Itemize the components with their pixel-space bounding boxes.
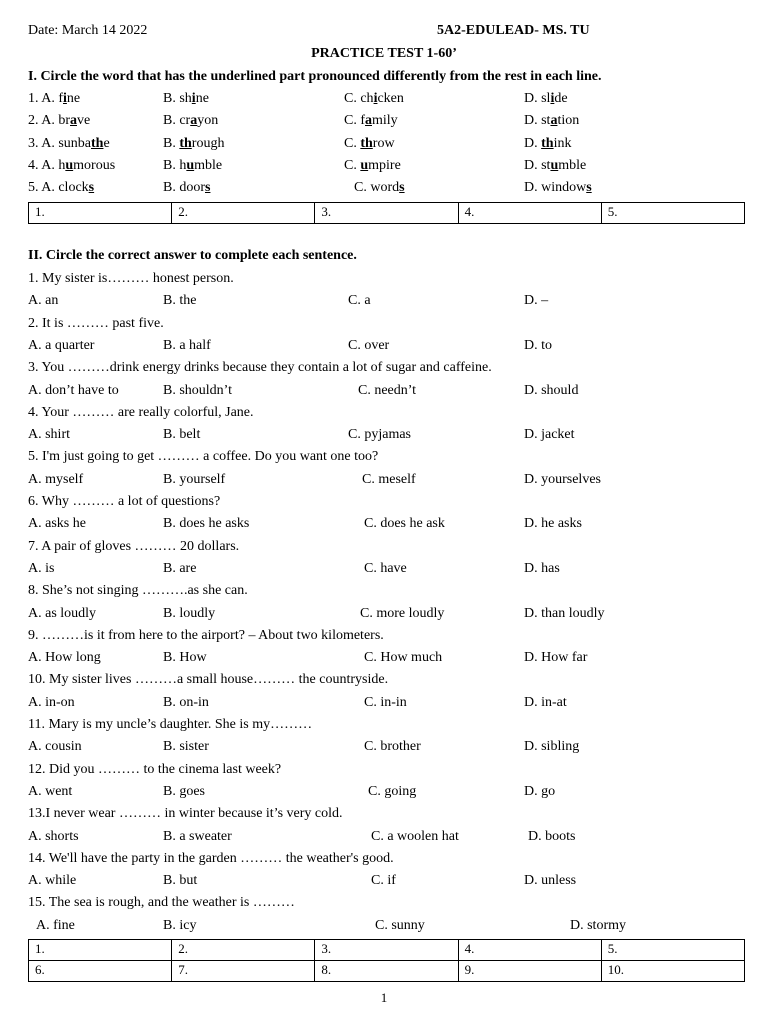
answer-option[interactable]: C. pyjamas <box>348 427 411 443</box>
pronunciation-option[interactable] <box>524 157 586 175</box>
underlined-part: a <box>550 113 558 129</box>
answer-option[interactable]: A. don’t have to <box>28 382 119 398</box>
question-text: 13.I never wear ……… in winter because it’s very cold. <box>28 806 343 822</box>
underlined-part: a <box>365 113 372 129</box>
pronunciation-option[interactable] <box>524 179 592 197</box>
option-text-before: C. <box>344 135 361 151</box>
answer-option[interactable]: B. sister <box>163 739 209 755</box>
answer-option[interactable]: D. – <box>524 293 549 309</box>
answer-option[interactable]: A. in-on <box>28 694 75 710</box>
option-text-before: C. word <box>354 180 400 196</box>
answer-option[interactable]: B. but <box>163 873 198 889</box>
pronunciation-option[interactable] <box>524 135 571 153</box>
question-text: 3. You ………drink energy drinks because they contain a lot of sugar and caffeine. <box>28 360 492 376</box>
answer-option[interactable]: B. are <box>163 560 197 576</box>
option-text-before: C. ch <box>344 91 374 106</box>
answer-cell[interactable]: 5. <box>601 940 744 961</box>
option-text-before: B. sh <box>163 91 192 106</box>
answer-option[interactable]: D. go <box>524 783 556 799</box>
answer-cell[interactable]: 10. <box>601 961 744 982</box>
underlined-part: a <box>70 113 77 129</box>
answer-option[interactable]: D. boots <box>528 828 576 844</box>
option-text-before: D. window <box>524 180 587 196</box>
answer-option[interactable]: B. does he asks <box>163 516 250 532</box>
answer-option[interactable]: B. on-in <box>163 694 209 710</box>
option-text-before: D. sl <box>524 91 551 106</box>
answer-option[interactable]: C. in-in <box>364 694 407 710</box>
answer-row <box>29 961 745 982</box>
question-text: 11. Mary is my uncle’s daughter. She is my……… <box>28 717 313 732</box>
question-text: 15. The sea is rough, and the weather is ……… <box>28 895 295 911</box>
option-text-after: mble <box>558 157 587 173</box>
answer-cell[interactable]: 1. <box>29 203 172 224</box>
option-text-before: 1. A. f <box>28 91 63 106</box>
answer-cell[interactable]: 4. <box>458 203 601 224</box>
underlined-part: s <box>88 180 95 196</box>
answer-cell[interactable]: 5. <box>601 203 744 224</box>
answer-option[interactable]: B. yourself <box>163 471 226 487</box>
answer-option[interactable]: B. the <box>163 293 197 309</box>
answer-option[interactable]: C. have <box>364 560 407 576</box>
underlined-part: u <box>550 157 559 173</box>
underlined-part: i <box>373 91 378 106</box>
answer-option[interactable]: B. icy <box>163 917 197 933</box>
option-text-before: D. <box>524 135 542 151</box>
answer-option[interactable]: A. asks he <box>28 516 86 532</box>
answer-option[interactable]: D. yourselves <box>524 471 601 487</box>
answer-option[interactable]: C. How much <box>364 650 443 666</box>
underlined-part: th <box>179 135 192 151</box>
answer-cell[interactable]: 2. <box>172 203 315 224</box>
answer-option[interactable]: C. a woolen hat <box>371 828 459 844</box>
option-text-after: cken <box>377 91 404 106</box>
date-label: Date: March 14 2022 <box>28 23 148 38</box>
question-text: 8. She’s not singing ……….as she can. <box>28 583 248 599</box>
underlined-part: th <box>541 135 554 151</box>
answer-option[interactable]: A. How long <box>28 650 101 666</box>
pronunciation-option[interactable] <box>524 90 568 108</box>
answer-option[interactable]: B. shouldn’t <box>163 382 232 398</box>
answer-option[interactable]: C. going <box>368 783 417 799</box>
underlined-part: s <box>586 180 592 196</box>
answer-option[interactable]: B. How <box>163 650 207 666</box>
answer-option[interactable]: A. myself <box>28 471 84 487</box>
answer-cell[interactable]: 8. <box>315 961 458 982</box>
question-text: 5. I'm just going to get ……… a coffee. Do you want one too? <box>28 449 379 465</box>
answer-option[interactable]: A. shirt <box>28 427 70 443</box>
pronunciation-option[interactable] <box>344 90 404 108</box>
pronunciation-option[interactable] <box>163 135 224 153</box>
answer-option[interactable]: B. goes <box>163 783 205 799</box>
option-text-before: 4. A. h <box>28 157 66 173</box>
answer-option[interactable]: B. loudly <box>163 605 216 621</box>
answer-cell[interactable]: 2. <box>172 940 315 961</box>
underlined-part: i <box>191 91 196 106</box>
answer-option[interactable]: C. brother <box>364 739 421 755</box>
pronunciation-option[interactable] <box>524 112 579 130</box>
option-text-before: C. <box>344 157 361 173</box>
pronunciation-option[interactable] <box>354 179 405 197</box>
answer-option[interactable]: C. does he ask <box>364 516 445 532</box>
answer-option[interactable]: C. sunny <box>375 917 425 933</box>
answer-cell[interactable]: 4. <box>458 940 601 961</box>
pronunciation-option[interactable] <box>28 112 90 130</box>
section2-answer-table <box>28 939 745 982</box>
answer-option[interactable]: D. has <box>524 560 560 576</box>
answer-cell[interactable]: 3. <box>315 940 458 961</box>
answer-option[interactable]: C. over <box>348 337 390 353</box>
option-text-before: D. st <box>524 113 551 129</box>
option-text-before: 2. A. br <box>28 113 70 129</box>
answer-option[interactable]: A. an <box>28 293 59 309</box>
question-text: 10. My sister lives ………a small house……… the countryside. <box>28 672 389 688</box>
answer-row <box>29 940 745 961</box>
underlined-part: u <box>186 157 195 173</box>
question-text: 12. Did you ……… to the cinema last week? <box>28 761 282 777</box>
answer-option[interactable]: C. meself <box>362 471 416 487</box>
option-text-before: B. h <box>163 157 187 173</box>
answer-option[interactable]: A. a quarter <box>28 337 95 353</box>
option-text-after: ink <box>553 135 572 151</box>
question-text: 4. Your ……… are really colorful, Jane. <box>28 404 254 420</box>
question-text: 9. ………is it from here to the airport? – About two kilometers. <box>28 627 384 643</box>
option-text-before: 5. A. clock <box>28 180 89 196</box>
pronunciation-option[interactable] <box>163 90 209 108</box>
answer-option[interactable]: C. needn’t <box>358 382 417 398</box>
option-text-after: ne <box>66 91 81 106</box>
answer-option[interactable]: D. sibling <box>524 739 580 755</box>
answer-option[interactable]: D. to <box>524 337 552 353</box>
underlined-part: u <box>65 157 74 173</box>
answer-option[interactable]: A. fine <box>36 917 75 933</box>
question-text: 6. Why ……… a lot of questions? <box>28 494 221 509</box>
answer-option[interactable]: A. while <box>28 873 77 889</box>
answer-option[interactable]: D. unless <box>524 873 577 889</box>
answer-cell[interactable]: 3. <box>315 203 458 224</box>
pronunciation-option[interactable] <box>344 157 401 175</box>
underlined-part: th <box>360 135 373 151</box>
answer-option[interactable]: C. more loudly <box>360 605 445 621</box>
underlined-part: th <box>91 135 104 151</box>
option-text-after: rough <box>191 135 225 151</box>
option-text-after: mble <box>194 157 223 173</box>
answer-row <box>29 203 745 224</box>
option-text-after: morous <box>73 157 116 173</box>
question-text: 14. We'll have the party in the garden ……… the weather's good. <box>28 850 394 866</box>
answer-cell[interactable]: 9. <box>458 961 601 982</box>
answer-option[interactable]: D. he asks <box>524 516 582 532</box>
underlined-part: s <box>205 180 211 196</box>
option-text-after: ve <box>77 113 91 129</box>
pronunciation-option[interactable] <box>28 135 110 153</box>
pronunciation-option[interactable] <box>28 157 115 175</box>
pronunciation-option[interactable] <box>344 112 398 130</box>
answer-option[interactable]: B. belt <box>163 427 201 443</box>
answer-option[interactable]: D. stormy <box>570 917 626 933</box>
option-text-after: row <box>372 135 395 151</box>
class-info: 5A2-EDULEAD- MS. TU <box>437 23 590 38</box>
answer-option[interactable]: D. How far <box>524 650 588 666</box>
option-text-after: mpire <box>368 157 401 173</box>
page-title: PRACTICE TEST 1-60’ <box>311 46 457 61</box>
section1-answer-table <box>28 202 745 224</box>
option-text-after: e <box>103 135 110 151</box>
answer-option[interactable]: C. if <box>371 873 396 889</box>
option-text-before: B. <box>163 135 180 151</box>
answer-option[interactable]: C. a <box>348 293 371 309</box>
answer-option[interactable]: D. than loudly <box>524 605 605 621</box>
pronunciation-option[interactable] <box>163 157 222 175</box>
answer-option[interactable]: A. cousin <box>28 739 82 755</box>
answer-option[interactable]: A. is <box>28 560 55 576</box>
option-text-before: B. door <box>163 180 205 196</box>
question-text: 1. My sister is……… honest person. <box>28 271 234 286</box>
underlined-part: i <box>63 91 67 106</box>
underlined-part: a <box>190 113 198 129</box>
answer-option[interactable]: D. in-at <box>524 694 567 710</box>
section1-heading: I. Circle the word that has the underlined part pronounced differently from the rest in each line. <box>28 69 602 84</box>
pronunciation-option[interactable] <box>28 179 94 197</box>
option-text-after: yon <box>197 113 219 129</box>
pronunciation-option[interactable] <box>163 112 218 130</box>
question-text: 7. A pair of gloves ……… 20 dollars. <box>28 538 240 554</box>
option-text-before: D. st <box>524 157 551 173</box>
pronunciation-option[interactable] <box>344 135 395 153</box>
pronunciation-option[interactable] <box>163 179 210 197</box>
underlined-part: i <box>550 91 555 106</box>
answer-cell[interactable]: 6. <box>29 961 172 982</box>
page-number: 1 <box>380 990 388 1005</box>
answer-cell[interactable]: 7. <box>172 961 315 982</box>
option-text-after: mily <box>372 113 398 129</box>
answer-option[interactable]: A. as loudly <box>28 605 97 621</box>
answer-option[interactable]: B. a sweater <box>163 828 232 844</box>
option-text-before: C. f <box>344 113 365 129</box>
answer-option[interactable]: B. a half <box>163 337 211 353</box>
option-text-after: tion <box>557 113 580 129</box>
pronunciation-option[interactable] <box>28 90 80 108</box>
answer-option[interactable]: A. went <box>28 783 73 799</box>
option-text-after: de <box>554 91 568 106</box>
underlined-part: u <box>360 157 369 173</box>
option-text-before: B. cr <box>163 113 191 129</box>
question-text: 2. It is ……… past five. <box>28 315 164 331</box>
option-text-after: ne <box>195 91 209 106</box>
answer-cell[interactable]: 1. <box>29 940 172 961</box>
answer-option[interactable]: D. should <box>524 382 579 398</box>
underlined-part: s <box>399 180 405 196</box>
answer-option[interactable]: D. jacket <box>524 427 575 443</box>
option-text-before: 3. A. sunba <box>28 135 91 151</box>
answer-option[interactable]: A. shorts <box>28 828 79 844</box>
section2-heading: II. Circle the correct answer to complete each sentence. <box>28 248 357 263</box>
